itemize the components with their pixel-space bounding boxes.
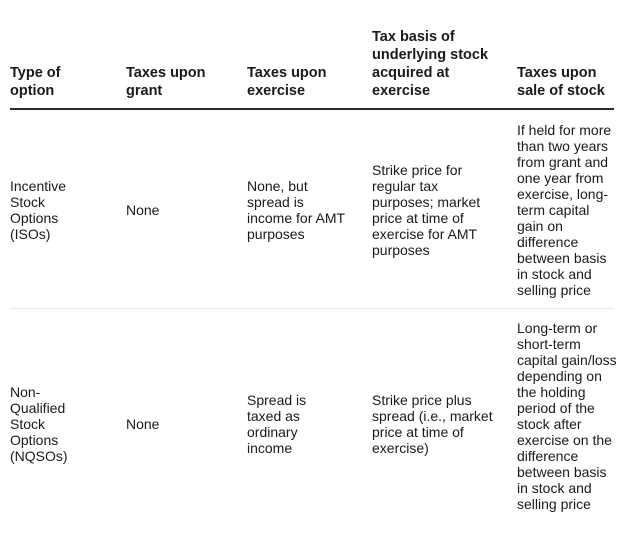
row1-exercise: None, but spread is income for AMT purposes: [247, 178, 345, 242]
row2-sale: Long-term or short-term capital gain/loss depending on the holding period of the stock after exercise on the difference between basis in stock and selling price: [517, 320, 617, 512]
row-divider: [10, 308, 614, 309]
row1-basis: Strike price for regular tax purposes; market price at time of exercise for AMT purposes: [372, 162, 481, 258]
header-type-of-option: Type of option: [10, 65, 61, 99]
header-divider: [10, 108, 614, 110]
header-taxes-upon-sale: Taxes upon sale of stock: [517, 65, 605, 99]
row1-grant: None: [126, 202, 160, 218]
header-taxes-upon-grant: Taxes upon grant: [126, 65, 206, 99]
row2-grant: None: [126, 416, 160, 432]
header-taxes-upon-exercise: Taxes upon exercise: [247, 65, 327, 99]
tax-comparison-table: [10, 0, 617, 549]
row1-type: Incentive Stock Options (ISOs): [10, 178, 67, 242]
row1-sale: If held for more than two years from grant and one year from exercise, long-term capital gain on difference between basis in stock and selling price: [517, 122, 612, 298]
row2-type: Non-Qualified Stock Options (NQSOs): [10, 384, 68, 464]
row2-basis: Strike price plus spread (i.e., market price at time of exercise): [372, 392, 493, 456]
row2-exercise: Spread is taxed as ordinary income: [247, 392, 307, 456]
header-tax-basis: Tax basis of underlying stock acquired at exercise: [372, 29, 489, 99]
